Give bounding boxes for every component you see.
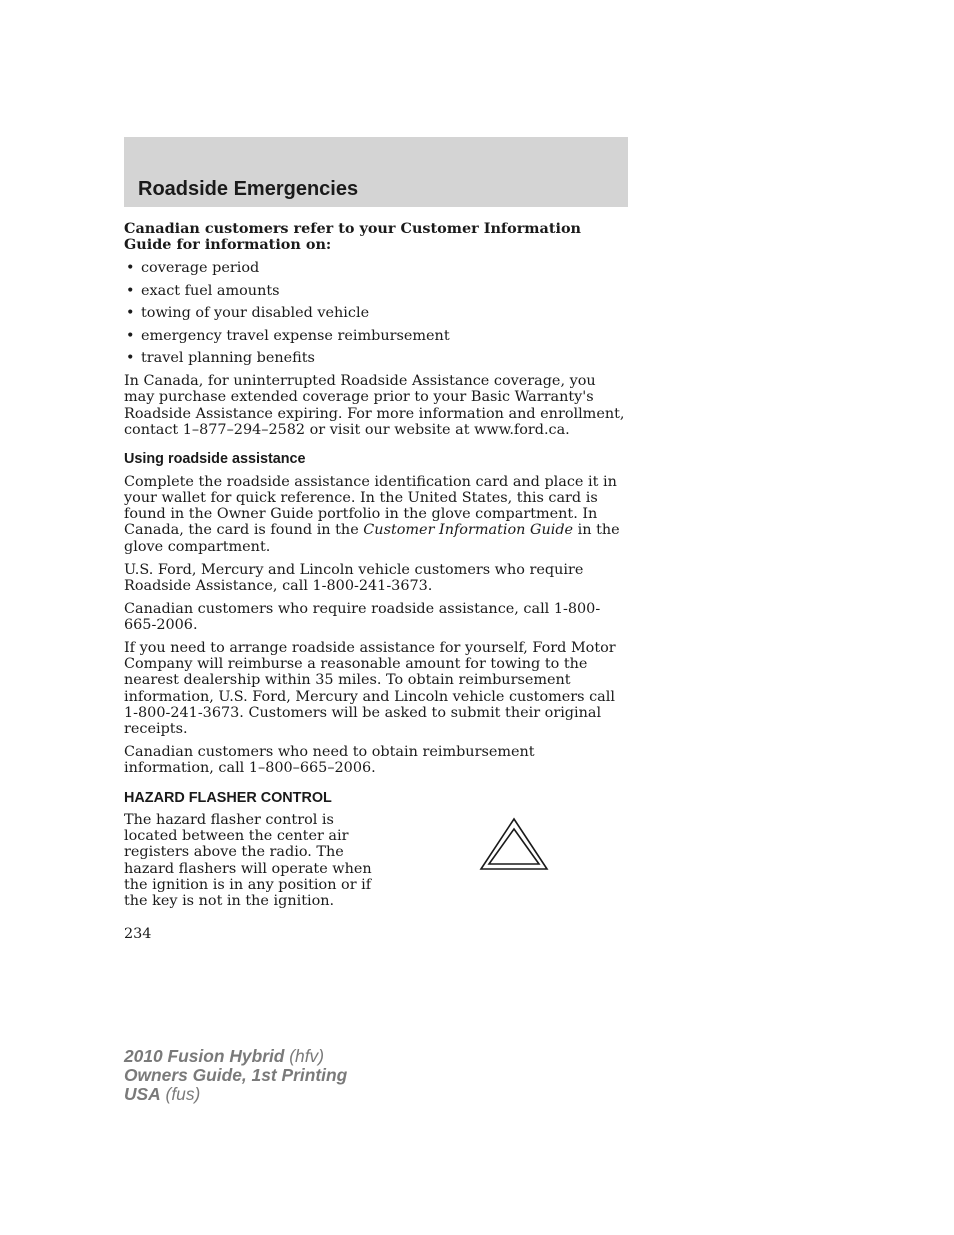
info-bullet-list: [124, 260, 628, 367]
list-item: • towing of your disabled vehicle: [124, 305, 628, 321]
section-title: Roadside Emergencies: [138, 178, 359, 200]
footer-line-3: USA (fus): [124, 1084, 201, 1104]
using-roadside-heading: Using roadside assistance: [124, 451, 306, 468]
intro-lead: Canadian customers refer to your Customer Information Guide for information on:: [124, 220, 582, 254]
us-phone-paragraph: U.S. Ford, Mercury and Lincoln vehicle customers who require Roadside Assistance, call 1-800-241-3673.: [124, 561, 584, 594]
page-number: 234: [124, 926, 152, 942]
canada-phone-paragraph: Canadian customers who require roadside assistance, call 1-800-665-2006.: [124, 600, 601, 633]
guide-title-italic: Customer Information Guide: [363, 522, 574, 539]
document-footer: [124, 1047, 347, 1104]
list-item: • exact fuel amounts: [124, 283, 628, 299]
hazard-triangle-icon: [479, 817, 549, 871]
footer-line-1: 2010 Fusion Hybrid (hfv): [124, 1046, 325, 1066]
reimbursement-paragraph: If you need to arrange roadside assistance for yourself, Ford Motor Company will reimburse a reasonable amount for towing to the nearest dealership within 35 miles. To obtain reimbursement information, U.S. Ford, Mercury and Lincoln vehicle customers call 1-800-241-3673. Customers will be asked to submit their original receipts.: [124, 639, 616, 738]
list-item: • emergency travel expense reimbursement: [124, 328, 628, 344]
hazard-flasher-heading: HAZARD FLASHER CONTROL: [124, 789, 332, 806]
canada-coverage-paragraph: In Canada, for uninterrupted Roadside Assistance coverage, you may purchase extended coverage prior to your Basic Warranty's Roadside Assistance expiring. For more information and enrollment, contact 1–877–294–2582 or visit our website at www.ford.ca.: [124, 373, 625, 438]
list-item: • coverage period: [124, 260, 628, 276]
list-item: • travel planning benefits: [124, 350, 628, 366]
page-content: [124, 221, 628, 916]
hazard-section: [124, 812, 628, 910]
footer-line-2: Owners Guide, 1st Printing: [124, 1065, 348, 1085]
id-card-paragraph: [124, 474, 628, 555]
section-header-band: [124, 137, 628, 207]
hazard-description: The hazard flasher control is located between the center air registers above the radio. The hazard flashers will operate when the ignition is in any position or if the key is not in the ignition.: [124, 811, 372, 910]
canada-reimbursement-paragraph: Canadian customers who need to obtain reimbursement information, call 1–800–665–2006.: [124, 744, 535, 777]
id-card-text-b: in the glove compartment.: [124, 522, 620, 555]
id-card-text-a: Complete the roadside assistance identification card and place it in your wallet for quick reference. In the United States, this card is found in the Owner Guide portfolio in the glove compartment. In Canada, the card is found in the: [124, 473, 617, 539]
